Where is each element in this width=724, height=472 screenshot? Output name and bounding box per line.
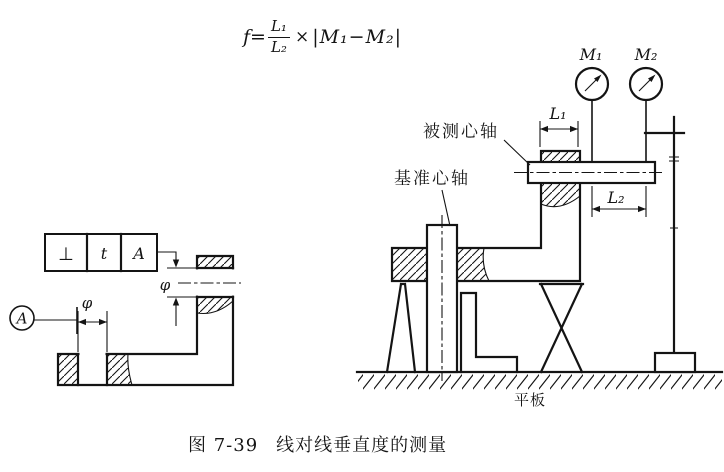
upper-hole-dia-label: φ bbox=[159, 276, 171, 294]
datum-balloon-label: A bbox=[16, 309, 28, 328]
formula-lhs: f= bbox=[243, 26, 266, 48]
l-support bbox=[461, 293, 517, 372]
dial-indicator-2 bbox=[630, 45, 662, 162]
measured-mandrel-callout bbox=[423, 122, 530, 165]
left-view-part-drawing bbox=[10, 234, 241, 385]
formula-abs-term: |M₁−M₂| bbox=[312, 26, 403, 48]
dim-L1-label: L₁ bbox=[549, 104, 567, 123]
surface-plate bbox=[357, 372, 722, 391]
block-hatch-left bbox=[58, 354, 78, 385]
tolerance-frame bbox=[45, 234, 157, 271]
dimension-L2 bbox=[592, 186, 646, 217]
formula-denominator: L₂ bbox=[270, 37, 287, 56]
dim-L2-label: L₂ bbox=[607, 188, 625, 207]
stand-base bbox=[655, 353, 695, 372]
lower-hole-dimension bbox=[77, 294, 107, 352]
boss-hatch-top bbox=[197, 256, 233, 268]
workpiece-hatch-block-left bbox=[392, 248, 427, 281]
a-frame-stand bbox=[387, 284, 415, 372]
formula-numerator: L₁ bbox=[268, 18, 290, 37]
datum-callout bbox=[10, 306, 77, 334]
formula-multiply-sign: × bbox=[294, 27, 310, 47]
indicator-2-label: M₂ bbox=[634, 45, 658, 64]
indicator-1-label: M₁ bbox=[579, 45, 603, 64]
datum-mandrel-callout bbox=[394, 169, 470, 226]
datum-mandrel-label: 基准心轴 bbox=[394, 169, 470, 189]
ground-hatching bbox=[358, 374, 722, 391]
tolerance-value: t bbox=[100, 244, 108, 263]
lower-hole-dia-label: φ bbox=[81, 294, 93, 312]
x-stand bbox=[540, 284, 583, 372]
datum-reference: A bbox=[133, 244, 145, 263]
figure-number: 图 7-39 bbox=[188, 435, 259, 456]
right-view-setup-drawing bbox=[357, 45, 722, 409]
indicator-stand bbox=[645, 117, 695, 372]
plate-label: 平板 bbox=[513, 391, 547, 409]
perpendicularity-symbol: ⊥ bbox=[58, 244, 74, 265]
figure-title: 线对线垂直度的测量 bbox=[276, 435, 448, 456]
figure-caption bbox=[188, 431, 447, 457]
dimension-L1 bbox=[540, 104, 578, 147]
measured-mandrel-label: 被测心轴 bbox=[423, 122, 499, 142]
upper-hole-dimension bbox=[157, 252, 197, 326]
dial-indicator-1 bbox=[576, 45, 608, 162]
